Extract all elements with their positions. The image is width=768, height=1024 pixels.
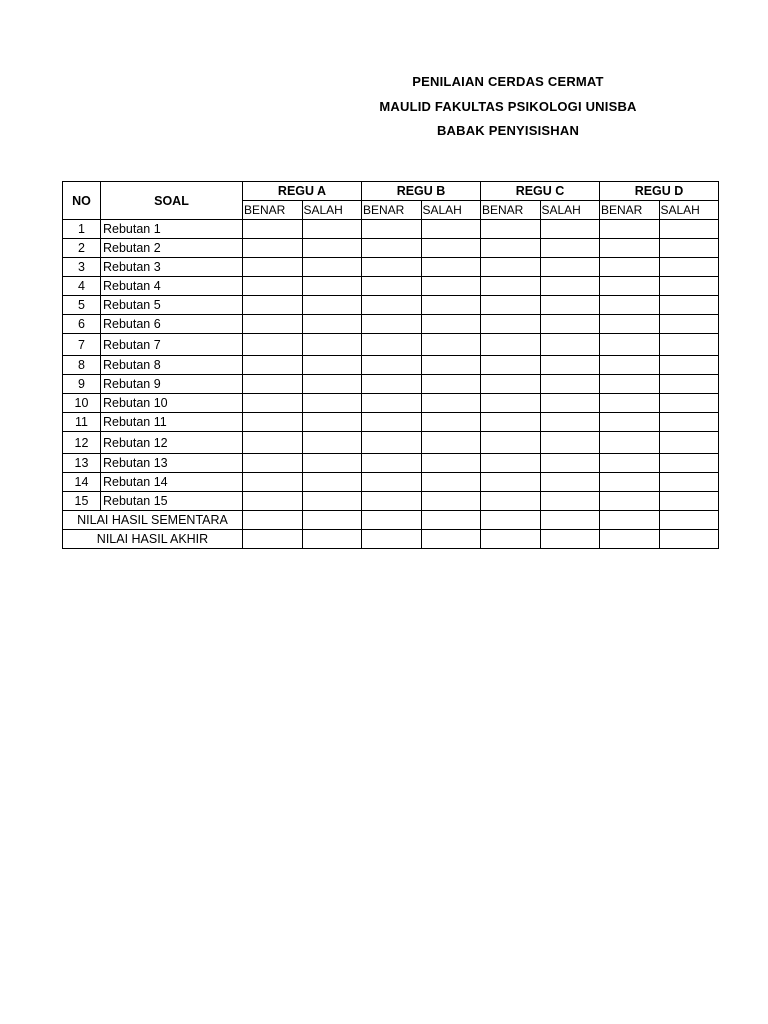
score-cell[interactable] bbox=[243, 492, 303, 511]
header-no: NO bbox=[63, 182, 101, 220]
score-cell[interactable] bbox=[600, 394, 660, 413]
score-cell[interactable] bbox=[362, 394, 422, 413]
score-cell[interactable] bbox=[481, 394, 541, 413]
header-regu-d: REGU D bbox=[600, 182, 719, 201]
score-cell[interactable] bbox=[362, 492, 422, 511]
score-cell[interactable] bbox=[540, 511, 600, 530]
score-cell[interactable] bbox=[600, 375, 660, 394]
table-row bbox=[63, 334, 719, 356]
score-cell[interactable] bbox=[481, 356, 541, 375]
subheader-benar-b: BENAR bbox=[362, 201, 422, 220]
score-cell[interactable] bbox=[421, 432, 481, 454]
row-number: 5 bbox=[63, 296, 101, 315]
score-cell[interactable] bbox=[540, 454, 600, 473]
row-soal: Rebutan 4 bbox=[101, 277, 243, 296]
score-cell[interactable] bbox=[302, 277, 362, 296]
row-soal: Rebutan 5 bbox=[101, 296, 243, 315]
score-table bbox=[62, 181, 719, 549]
table-row bbox=[63, 492, 719, 511]
table-row bbox=[63, 375, 719, 394]
score-cell[interactable] bbox=[302, 239, 362, 258]
row-soal: Rebutan 6 bbox=[101, 315, 243, 334]
score-cell[interactable] bbox=[362, 258, 422, 277]
score-cell[interactable] bbox=[600, 277, 660, 296]
score-cell[interactable] bbox=[600, 258, 660, 277]
table-row bbox=[63, 315, 719, 334]
row-number: 7 bbox=[63, 334, 101, 356]
row-soal: Rebutan 13 bbox=[101, 454, 243, 473]
score-cell[interactable] bbox=[421, 356, 481, 375]
header-regu-a: REGU A bbox=[243, 182, 362, 201]
score-cell[interactable] bbox=[421, 375, 481, 394]
table-row bbox=[63, 413, 719, 432]
score-cell[interactable] bbox=[600, 356, 660, 375]
score-sheet bbox=[62, 181, 700, 561]
score-cell[interactable] bbox=[600, 239, 660, 258]
score-cell[interactable] bbox=[302, 454, 362, 473]
score-cell[interactable] bbox=[362, 432, 422, 454]
row-soal: Rebutan 10 bbox=[101, 394, 243, 413]
score-cell[interactable] bbox=[481, 375, 541, 394]
row-soal: Rebutan 8 bbox=[101, 356, 243, 375]
score-cell[interactable] bbox=[243, 530, 303, 549]
score-cell[interactable] bbox=[421, 454, 481, 473]
row-number: 9 bbox=[63, 375, 101, 394]
score-cell[interactable] bbox=[302, 511, 362, 530]
score-cell[interactable] bbox=[481, 530, 541, 549]
score-cell[interactable] bbox=[540, 432, 600, 454]
score-cell[interactable] bbox=[302, 530, 362, 549]
score-cell[interactable] bbox=[600, 473, 660, 492]
row-number: 11 bbox=[63, 413, 101, 432]
row-number: 12 bbox=[63, 432, 101, 454]
score-cell[interactable] bbox=[481, 296, 541, 315]
score-cell[interactable] bbox=[243, 394, 303, 413]
score-cell[interactable] bbox=[302, 356, 362, 375]
table-row bbox=[63, 394, 719, 413]
subheader-benar-d: BENAR bbox=[600, 201, 660, 220]
score-cell[interactable] bbox=[302, 394, 362, 413]
score-cell[interactable] bbox=[243, 432, 303, 454]
subheader-salah-b: SALAH bbox=[421, 201, 481, 220]
score-cell[interactable] bbox=[362, 473, 422, 492]
score-cell[interactable] bbox=[540, 473, 600, 492]
score-cell[interactable] bbox=[540, 258, 600, 277]
header-soal: SOAL bbox=[101, 182, 243, 220]
score-cell[interactable] bbox=[600, 511, 660, 530]
score-cell[interactable] bbox=[481, 220, 541, 239]
subheader-benar-a: BENAR bbox=[243, 201, 303, 220]
score-cell[interactable] bbox=[362, 296, 422, 315]
row-soal: Rebutan 14 bbox=[101, 473, 243, 492]
score-cell[interactable] bbox=[421, 258, 481, 277]
score-cell[interactable] bbox=[362, 511, 422, 530]
table-row bbox=[63, 239, 719, 258]
row-number: 13 bbox=[63, 454, 101, 473]
row-soal: Rebutan 1 bbox=[101, 220, 243, 239]
score-cell[interactable] bbox=[421, 394, 481, 413]
score-cell[interactable] bbox=[481, 511, 541, 530]
score-cell[interactable] bbox=[659, 277, 719, 296]
score-cell[interactable] bbox=[659, 239, 719, 258]
title-line-2: MAULID FAKULTAS PSIKOLOGI UNISBA bbox=[379, 98, 637, 114]
score-cell[interactable] bbox=[243, 511, 303, 530]
score-cell[interactable] bbox=[362, 413, 422, 432]
score-cell[interactable] bbox=[421, 473, 481, 492]
table-row bbox=[63, 296, 719, 315]
subheader-salah-c: SALAH bbox=[540, 201, 600, 220]
score-cell[interactable] bbox=[243, 356, 303, 375]
score-cell[interactable] bbox=[540, 220, 600, 239]
row-number: 15 bbox=[63, 492, 101, 511]
row-soal: Rebutan 12 bbox=[101, 432, 243, 454]
score-cell[interactable] bbox=[540, 394, 600, 413]
score-cell[interactable] bbox=[659, 511, 719, 530]
score-cell[interactable] bbox=[600, 432, 660, 454]
score-cell[interactable] bbox=[421, 530, 481, 549]
score-cell[interactable] bbox=[659, 258, 719, 277]
score-cell[interactable] bbox=[362, 315, 422, 334]
score-cell[interactable] bbox=[659, 530, 719, 549]
score-cell[interactable] bbox=[421, 334, 481, 356]
score-cell[interactable] bbox=[302, 334, 362, 356]
score-cell[interactable] bbox=[540, 315, 600, 334]
score-cell[interactable] bbox=[243, 334, 303, 356]
table-row bbox=[63, 277, 719, 296]
row-number: 4 bbox=[63, 277, 101, 296]
score-cell[interactable] bbox=[540, 492, 600, 511]
score-cell[interactable] bbox=[243, 220, 303, 239]
score-cell[interactable] bbox=[481, 258, 541, 277]
score-cell[interactable] bbox=[659, 413, 719, 432]
score-cell[interactable] bbox=[659, 473, 719, 492]
score-cell[interactable] bbox=[243, 277, 303, 296]
footer-nilai-akhir: NILAI HASIL AKHIR bbox=[63, 530, 243, 549]
score-cell[interactable] bbox=[362, 220, 422, 239]
score-cell[interactable] bbox=[600, 220, 660, 239]
subheader-salah-a: SALAH bbox=[302, 201, 362, 220]
score-cell[interactable] bbox=[243, 296, 303, 315]
score-cell[interactable] bbox=[659, 375, 719, 394]
score-cell[interactable] bbox=[421, 220, 481, 239]
score-cell[interactable] bbox=[421, 413, 481, 432]
score-cell[interactable] bbox=[302, 296, 362, 315]
row-number: 3 bbox=[63, 258, 101, 277]
table-row bbox=[63, 220, 719, 239]
title-line-3: BABAK PENYISISHAN bbox=[436, 123, 580, 138]
score-cell[interactable] bbox=[659, 296, 719, 315]
score-cell[interactable] bbox=[481, 454, 541, 473]
footer-row bbox=[63, 511, 719, 530]
score-cell[interactable] bbox=[243, 454, 303, 473]
score-cell[interactable] bbox=[362, 356, 422, 375]
score-cell[interactable] bbox=[302, 413, 362, 432]
score-cell[interactable] bbox=[481, 334, 541, 356]
row-number: 2 bbox=[63, 239, 101, 258]
score-cell[interactable] bbox=[302, 375, 362, 394]
score-cell[interactable] bbox=[362, 375, 422, 394]
score-cell[interactable] bbox=[362, 530, 422, 549]
row-number: 10 bbox=[63, 394, 101, 413]
score-cell[interactable] bbox=[659, 432, 719, 454]
header-regu-b: REGU B bbox=[362, 182, 481, 201]
title-line-1: PENILAIAN CERDAS CERMAT bbox=[412, 74, 604, 89]
score-cell[interactable] bbox=[659, 454, 719, 473]
score-cell[interactable] bbox=[421, 239, 481, 258]
table-row bbox=[63, 356, 719, 375]
score-cell[interactable] bbox=[540, 530, 600, 549]
header-regu-c: REGU C bbox=[481, 182, 600, 201]
table-row bbox=[63, 454, 719, 473]
score-cell[interactable] bbox=[481, 492, 541, 511]
score-cell[interactable] bbox=[481, 315, 541, 334]
subheader-salah-d: SALAH bbox=[659, 201, 719, 220]
score-cell[interactable] bbox=[540, 334, 600, 356]
score-cell[interactable] bbox=[243, 413, 303, 432]
score-cell[interactable] bbox=[600, 413, 660, 432]
score-cell[interactable] bbox=[243, 473, 303, 492]
table-row bbox=[63, 258, 719, 277]
header-row bbox=[63, 182, 719, 201]
score-cell[interactable] bbox=[302, 258, 362, 277]
row-soal: Rebutan 2 bbox=[101, 239, 243, 258]
row-soal: Rebutan 7 bbox=[101, 334, 243, 356]
score-cell[interactable] bbox=[243, 375, 303, 394]
score-cell[interactable] bbox=[302, 432, 362, 454]
score-cell[interactable] bbox=[600, 492, 660, 511]
row-number: 1 bbox=[63, 220, 101, 239]
row-number: 14 bbox=[63, 473, 101, 492]
document-title-block bbox=[340, 72, 676, 146]
score-cell[interactable] bbox=[362, 454, 422, 473]
score-cell[interactable] bbox=[540, 277, 600, 296]
score-cell[interactable] bbox=[481, 413, 541, 432]
row-number: 6 bbox=[63, 315, 101, 334]
score-cell[interactable] bbox=[302, 473, 362, 492]
score-cell[interactable] bbox=[481, 473, 541, 492]
score-cell[interactable] bbox=[659, 220, 719, 239]
subheader-benar-c: BENAR bbox=[481, 201, 541, 220]
score-cell[interactable] bbox=[659, 315, 719, 334]
row-soal: Rebutan 9 bbox=[101, 375, 243, 394]
score-cell[interactable] bbox=[659, 356, 719, 375]
score-cell[interactable] bbox=[243, 315, 303, 334]
score-cell[interactable] bbox=[600, 454, 660, 473]
score-cell[interactable] bbox=[600, 530, 660, 549]
score-cell[interactable] bbox=[302, 315, 362, 334]
score-cell[interactable] bbox=[659, 394, 719, 413]
score-cell[interactable] bbox=[540, 356, 600, 375]
table-row bbox=[63, 432, 719, 454]
score-cell[interactable] bbox=[421, 315, 481, 334]
score-cell[interactable] bbox=[421, 511, 481, 530]
score-cell[interactable] bbox=[243, 258, 303, 277]
score-cell[interactable] bbox=[481, 432, 541, 454]
score-cell[interactable] bbox=[421, 277, 481, 296]
score-cell[interactable] bbox=[421, 296, 481, 315]
score-cell[interactable] bbox=[302, 492, 362, 511]
score-cell[interactable] bbox=[540, 296, 600, 315]
score-cell[interactable] bbox=[600, 315, 660, 334]
score-cell[interactable] bbox=[481, 239, 541, 258]
score-cell[interactable] bbox=[243, 239, 303, 258]
score-cell[interactable] bbox=[659, 334, 719, 356]
score-cell[interactable] bbox=[481, 277, 541, 296]
score-cell[interactable] bbox=[659, 492, 719, 511]
score-cell[interactable] bbox=[362, 277, 422, 296]
score-cell[interactable] bbox=[362, 334, 422, 356]
score-cell[interactable] bbox=[600, 296, 660, 315]
score-cell[interactable] bbox=[362, 239, 422, 258]
score-cell[interactable] bbox=[421, 492, 481, 511]
row-soal: Rebutan 11 bbox=[101, 413, 243, 432]
footer-nilai-sementara: NILAI HASIL SEMENTARA bbox=[63, 511, 243, 530]
footer-row bbox=[63, 530, 719, 549]
score-cell[interactable] bbox=[302, 220, 362, 239]
row-number: 8 bbox=[63, 356, 101, 375]
score-cell[interactable] bbox=[600, 334, 660, 356]
score-cell[interactable] bbox=[540, 413, 600, 432]
row-soal: Rebutan 15 bbox=[101, 492, 243, 511]
score-cell[interactable] bbox=[540, 239, 600, 258]
table-row bbox=[63, 473, 719, 492]
score-cell[interactable] bbox=[540, 375, 600, 394]
row-soal: Rebutan 3 bbox=[101, 258, 243, 277]
